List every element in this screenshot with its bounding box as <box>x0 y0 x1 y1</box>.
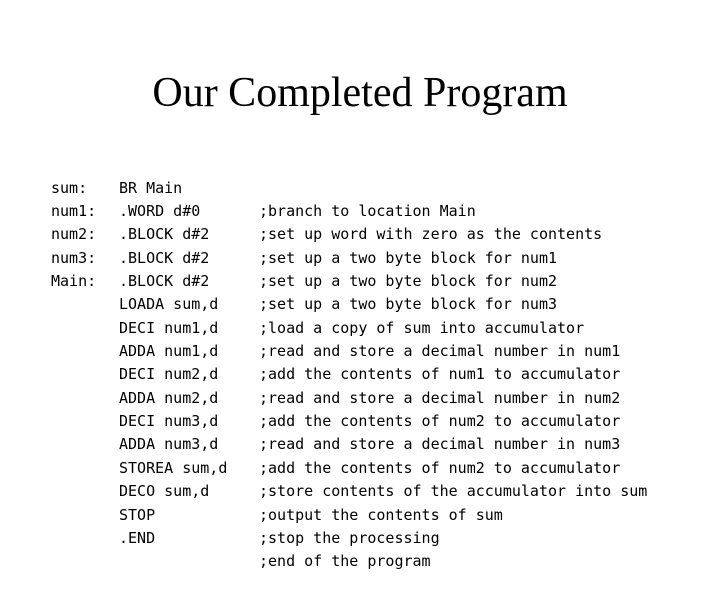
code-label: num2: <box>51 225 97 244</box>
code-instruction: DECI num1,d <box>119 318 219 337</box>
code-comment: ;read and store a decimal number in num1 <box>259 342 621 361</box>
code-comment: ;add the contents of num1 to accumulator <box>259 365 621 384</box>
code-comment: ;output the contents of sum <box>259 505 503 524</box>
code-label: num3: <box>51 248 97 267</box>
code-comment: ;read and store a decimal number in num2 <box>259 388 621 407</box>
code-comment: ;store contents of the accumulator into sum <box>259 482 648 501</box>
code-instruction: ADDA num3,d <box>119 435 219 454</box>
code-comment: ;set up word with zero as the contents <box>259 225 603 244</box>
code-comment: ;set up a two byte block for num1 <box>259 248 558 267</box>
code-comment: ;read and store a decimal number in num3 <box>259 435 621 454</box>
code-instruction: .END <box>119 528 156 547</box>
code-instruction: ADDA num2,d <box>119 388 219 407</box>
code-label: sum: <box>51 178 88 197</box>
code-instruction: .BLOCK d#2 <box>119 225 210 244</box>
code-comment: ;branch to location Main <box>259 202 476 221</box>
code-comment: ;set up a two byte block for num2 <box>259 272 558 291</box>
code-comment: ;set up a two byte block for num3 <box>259 295 558 314</box>
code-instruction: DECI num2,d <box>119 365 219 384</box>
code-instruction: LOADA sum,d <box>119 295 219 314</box>
code-instruction: STOREA sum,d <box>119 458 228 477</box>
code-instruction: DECO sum,d <box>119 482 210 501</box>
code-instruction: .WORD d#0 <box>119 202 201 221</box>
code-label: num1: <box>51 202 97 221</box>
code-instruction: .BLOCK d#2 <box>119 248 210 267</box>
code-instruction: BR Main <box>119 178 183 197</box>
code-comment: ;add the contents of num2 to accumulator <box>259 412 621 431</box>
code-comment: ;add the contents of num2 to accumulator <box>259 458 621 477</box>
code-instruction: STOP <box>119 505 156 524</box>
code-label: Main: <box>51 272 97 291</box>
program-listing <box>0 130 720 571</box>
code-comment: ;end of the program <box>259 552 431 571</box>
code-instruction: .BLOCK d#2 <box>119 272 210 291</box>
code-comment: ;load a copy of sum into accumulator <box>259 318 585 337</box>
slide-title: Our Completed Program <box>152 70 568 116</box>
code-instruction: DECI num3,d <box>119 412 219 431</box>
code-comment: ;stop the processing <box>259 528 440 547</box>
code-instruction: ADDA num1,d <box>119 342 219 361</box>
